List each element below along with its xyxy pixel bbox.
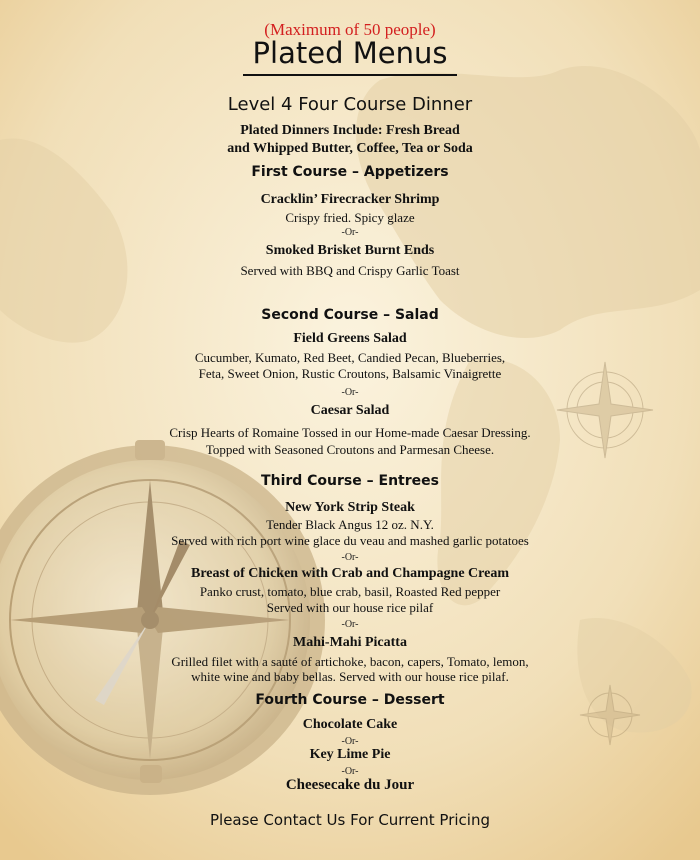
first-course-item-2-desc: Served with BBQ and Crispy Garlic Toast: [240, 263, 460, 278]
third-course-item-1-desc-1: Tender Black Angus 12 oz. N.Y.: [266, 517, 434, 532]
level-title: Level 4 Four Course Dinner: [227, 94, 473, 115]
or-divider: -Or-: [341, 619, 359, 630]
third-course-item-2-desc-1: Panko crust, tomato, blue crab, basil, Roasted Red pepper: [199, 584, 501, 599]
second-course-item-1-desc-1: Cucumber, Kumato, Red Beet, Candied Pecan, Blueberries,: [194, 350, 506, 365]
or-divider: -Or-: [341, 387, 359, 398]
third-course-item-3-desc-1: Grilled filet with a sauté of artichoke, bacon, capers, Tomato, lemon,: [171, 654, 529, 669]
third-course-heading: Third Course – Entrees: [261, 473, 439, 489]
second-course-item-2-desc-2: Topped with Seasoned Croutons and Parmesan Cheese.: [205, 442, 495, 457]
capacity-note: (Maximum of 50 people): [264, 20, 436, 39]
includes-line-2: and Whipped Butter, Coffee, Tea or Soda: [227, 141, 473, 156]
third-course-item-1-desc-2: Served with rich port wine glace du veau and mashed garlic potatoes: [171, 533, 529, 548]
third-course-item-2-name: Breast of Chicken with Crab and Champagne Cream: [191, 566, 509, 581]
third-course-item-3-desc-2: white wine and baby bellas. Served with our house rice pilaf.: [191, 669, 509, 684]
third-course-item-1-name: New York Strip Steak: [285, 500, 415, 515]
or-divider: -Or-: [341, 552, 359, 563]
or-divider: -Or-: [341, 766, 359, 777]
first-course-heading: First Course – Appetizers: [251, 164, 449, 180]
fourth-course-item-3-name: Cheesecake du Jour: [285, 777, 415, 793]
fourth-course-item-2-name: Key Lime Pie: [309, 747, 391, 762]
fourth-course-item-1-name: Chocolate Cake: [302, 717, 398, 732]
or-divider: -Or-: [341, 736, 359, 747]
includes-line-1: Plated Dinners Include: Fresh Bread: [240, 123, 460, 138]
third-course-item-3-name: Mahi-Mahi Picatta: [293, 635, 407, 650]
pricing-note: Please Contact Us For Current Pricing: [209, 811, 490, 829]
second-course-item-1-desc-2: Feta, Sweet Onion, Rustic Croutons, Balsamic Vinaigrette: [198, 366, 502, 381]
third-course-item-2-desc-2: Served with our house rice pilaf: [266, 600, 434, 615]
first-course-item-1-name: Cracklin’ Firecracker Shrimp: [260, 192, 440, 207]
first-course-item-1-desc: Crispy fried. Spicy glaze: [285, 210, 415, 225]
second-course-item-1-name: Field Greens Salad: [293, 331, 407, 346]
page-title-text: Plated Menus: [243, 36, 458, 76]
second-course-item-2-name: Caesar Salad: [310, 403, 390, 418]
first-course-item-2-name: Smoked Brisket Burnt Ends: [265, 243, 435, 258]
fourth-course-heading: Fourth Course – Dessert: [255, 692, 445, 708]
page-title: [0, 36, 700, 76]
or-divider: -Or-: [341, 227, 359, 238]
second-course-heading: Second Course – Salad: [261, 307, 439, 323]
second-course-item-2-desc-1: Crisp Hearts of Romaine Tossed in our Home-made Caesar Dressing.: [169, 425, 531, 440]
